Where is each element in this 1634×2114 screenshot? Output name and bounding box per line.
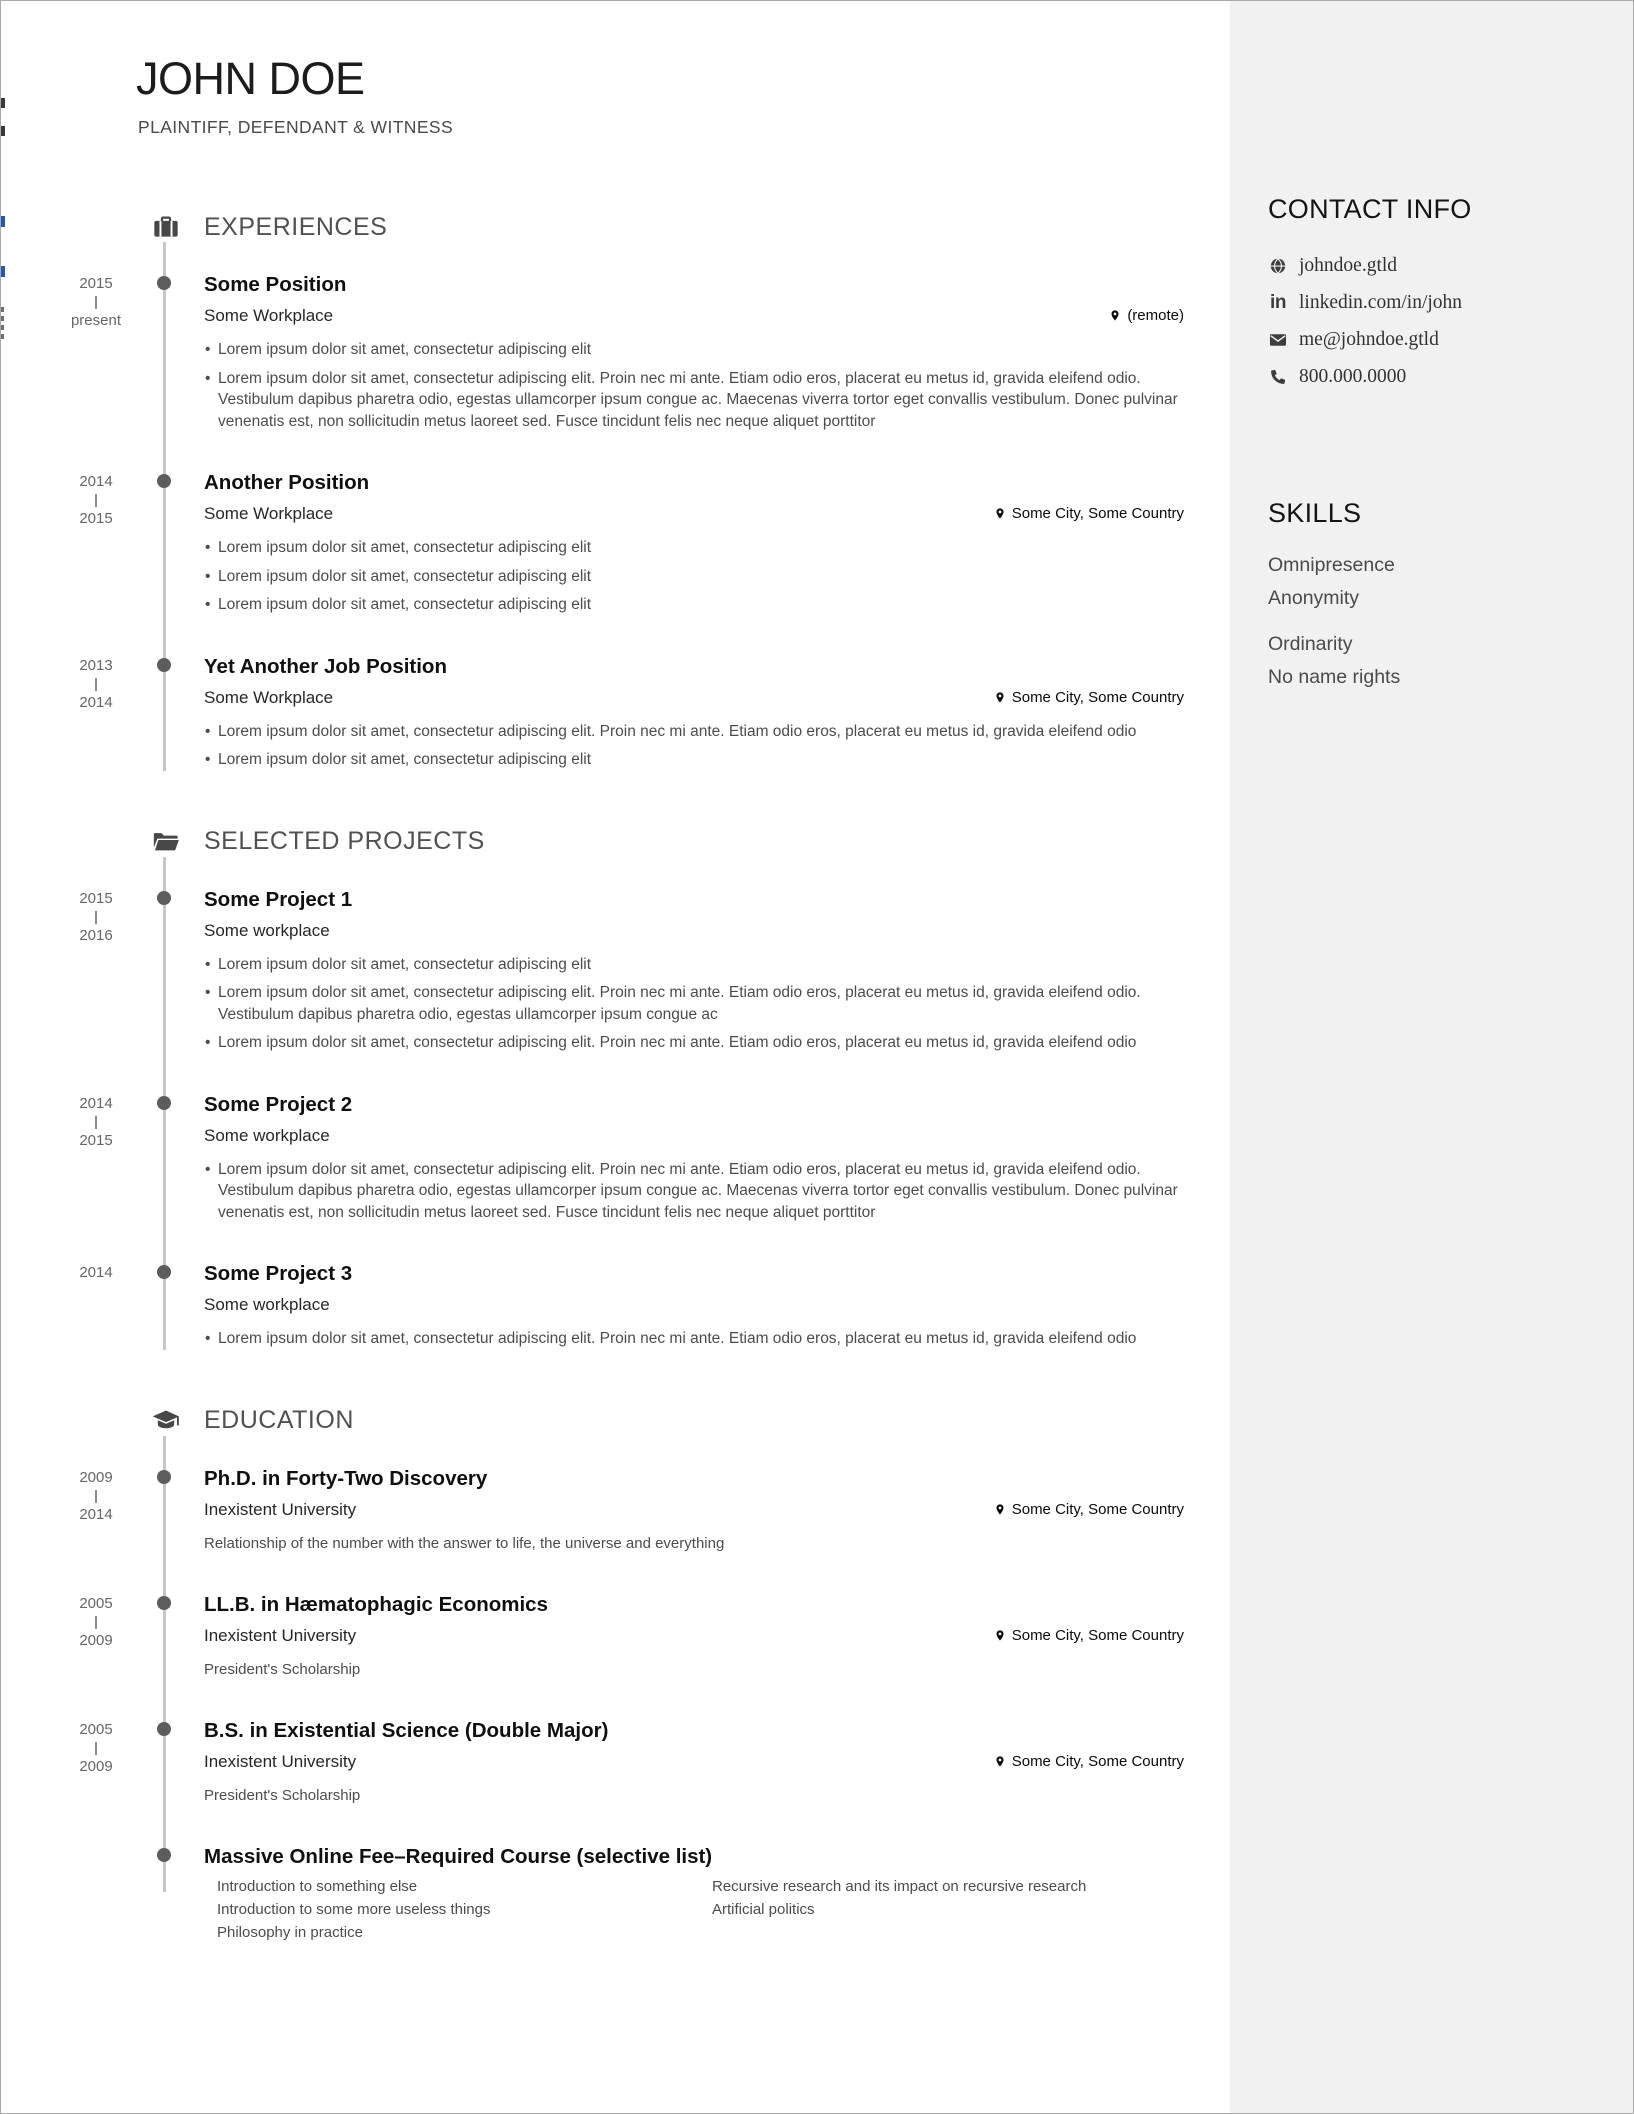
timeline-dot: [157, 1596, 171, 1610]
entry-location: [1109, 304, 1184, 327]
section-title: EXPERIENCES: [204, 212, 388, 241]
entry-date-end: 2015: [79, 510, 113, 528]
entry-bullet: • Lorem ipsum dolor sit amet, consectetur adipiscing elit. Proin nec mi ante. Etiam odio eros, placerat eu metus id, gravida eleifend odio. Vestibulum dapibus pharetra odio, egestas ullamcorper ipsum congue ac. Maecenas viverra tortor eget convallis vestibulum. Donec pulvinar venenatis est, non sollicitudin metus laoreet sed. Fusce tincidunt felis nec neque aliquet porttitor: [204, 368, 1184, 433]
entry-organization: Some workplace: [204, 920, 330, 940]
course-item: Artificial politics: [712, 1900, 815, 1918]
entry-dates: [64, 1263, 128, 1283]
entry-bullet: • Lorem ipsum dolor sit amet, consectetur adipiscing elit: [204, 339, 1184, 361]
entry-organization: Some workplace: [204, 1295, 330, 1315]
entry-organization: Inexistent University: [204, 1625, 357, 1645]
entry-organization: Some Workplace: [204, 504, 334, 524]
entry-date-end: 2009: [79, 1757, 113, 1775]
timeline-entry: [1, 654, 1184, 771]
entry-dates: [64, 1094, 128, 1151]
map-pin-icon: [994, 506, 1006, 521]
contact-list: [1268, 247, 1599, 395]
map-pin-icon: [994, 1628, 1006, 1643]
map-pin-icon: [994, 690, 1006, 705]
entry-location-text: Some City, Some Country: [1011, 1500, 1184, 1518]
date-range-separator: [95, 494, 97, 507]
date-range-separator: [95, 296, 97, 309]
entry-bullet: • Lorem ipsum dolor sit amet, consectetur adipiscing elit. Proin nec mi ante. Etiam odio eros, placerat eu metus id, gravida eleifend odio: [204, 721, 1184, 743]
date-range-separator: [95, 1616, 97, 1629]
entry-title: B.S. in Existential Science (Double Major): [204, 1718, 609, 1742]
entry-subline: [204, 502, 1184, 525]
entry-title: Another Position: [204, 471, 370, 495]
entry-bullet: • Lorem ipsum dolor sit amet, consectetur adipiscing elit. Proin nec mi ante. Etiam odio eros, placerat eu metus id, gravida eleifend odio. Vestibulum dapibus pharetra odio, egestas ullamcorper ipsum congue ac. Maecenas viverra tortor eget convallis vestibulum. Donec pulvinar venenatis est, non sollicitudin metus laoreet sed. Fusce tincidunt felis nec neque aliquet porttitor: [204, 1159, 1184, 1224]
globe-icon: [1268, 257, 1288, 275]
entry-date-start: 2005: [79, 1594, 113, 1612]
timeline-dot: [157, 1722, 171, 1736]
entry-dates: [64, 889, 128, 946]
course-item: Introduction to something else: [217, 1877, 418, 1895]
entry-subline: [204, 919, 1184, 942]
section-entries: [1, 1466, 1230, 1944]
entry-title: LL.B. in Hæmatophagic Economics: [204, 1592, 548, 1616]
entry-organization: Some workplace: [204, 1125, 330, 1145]
entry-bullet: • Lorem ipsum dolor sit amet, consectetur adipiscing elit: [204, 954, 1184, 976]
entry-date-end: present: [70, 312, 122, 330]
date-range-separator: [95, 1490, 97, 1503]
entry-date-start: 2005: [79, 1720, 113, 1738]
section-entries: [1, 887, 1230, 1350]
entry-bullet-list: [204, 1159, 1184, 1224]
entry-dates: [64, 274, 128, 331]
skill-group: [1268, 628, 1599, 694]
contact-item-text[interactable]: 800.000.0000: [1299, 365, 1407, 387]
date-range-separator: [95, 1116, 97, 1129]
entry-organization: Inexistent University: [204, 1751, 357, 1771]
timeline-dot: [157, 1265, 171, 1279]
map-pin-icon: [1109, 308, 1121, 323]
entry-subline: [204, 1498, 1184, 1521]
entry-date-end: 2009: [79, 1631, 113, 1649]
section-experiences: [1, 156, 1230, 771]
section-projects: [1, 771, 1230, 1350]
skill-item: No name rights: [1268, 666, 1401, 688]
entry-date-end: 2014: [79, 1505, 113, 1523]
skill-item: Ordinarity: [1268, 633, 1353, 655]
timeline-entry: [1, 1718, 1184, 1806]
contact-item: [1268, 358, 1599, 395]
entry-title: Yet Another Job Position: [204, 654, 447, 678]
entry-location: [994, 686, 1184, 709]
timeline-dot: [157, 891, 171, 905]
course-item: Recursive research and its impact on recursive research: [712, 1877, 1087, 1895]
entry-date-end: 2016: [79, 926, 113, 944]
course-columns: [204, 1875, 1184, 1944]
entry-dates: [64, 656, 128, 713]
entry-date-start: 2014: [79, 1264, 113, 1282]
date-range-separator: [95, 678, 97, 691]
entry-date-start: 2009: [79, 1468, 113, 1486]
timeline-dot: [157, 1848, 171, 1862]
map-pin-icon: [994, 1502, 1006, 1517]
entry-location: [994, 1624, 1184, 1647]
contact-item-text[interactable]: me@johndoe.gtld: [1299, 328, 1439, 350]
linkedin-icon: in: [1270, 291, 1286, 313]
entry-date-end: 2015: [79, 1131, 113, 1149]
entry-bullet-list: [204, 339, 1184, 432]
entry-detail: President's Scholarship: [204, 1786, 361, 1804]
entry-dates: [64, 1720, 128, 1777]
entry-date-start: 2014: [79, 473, 113, 491]
phone-icon: [1268, 368, 1288, 386]
timeline-entry: [1, 272, 1184, 432]
briefcase-icon: [152, 213, 182, 241]
map-pin-icon: [994, 1754, 1006, 1769]
skill-group: [1268, 549, 1599, 615]
course-item: Introduction to some more useless things: [217, 1900, 491, 1918]
contact-item-text[interactable]: johndoe.gtld: [1299, 254, 1398, 276]
entry-detail: Relationship of the number with the answer to life, the universe and everything: [204, 1534, 725, 1552]
contact-item: [1268, 321, 1599, 358]
section-header-education: [1, 1406, 1230, 1436]
contact-info-section: [1268, 193, 1599, 395]
entry-location: [994, 1498, 1184, 1521]
entry-bullet: • Lorem ipsum dolor sit amet, consectetur adipiscing elit. Proin nec mi ante. Etiam odio eros, placerat eu metus id, gravida eleifend odio: [204, 1328, 1184, 1350]
entry-bullet-list: [204, 537, 1184, 616]
entry-location-text: (remote): [1127, 307, 1184, 325]
section-entries: [1, 272, 1230, 771]
entry-title: Ph.D. in Forty-Two Discovery: [204, 1466, 488, 1490]
person-tagline: PLAINTIFF, DEFENDANT & WITNESS: [138, 117, 454, 138]
entry-bullet: • Lorem ipsum dolor sit amet, consectetur adipiscing elit: [204, 594, 1184, 616]
timeline-dot: [157, 474, 171, 488]
entry-bullet: • Lorem ipsum dolor sit amet, consectetur adipiscing elit: [204, 537, 1184, 559]
graduation-cap-icon: [152, 1407, 182, 1435]
entry-bullet: • Lorem ipsum dolor sit amet, consectetur adipiscing elit: [204, 566, 1184, 588]
entry-subline: [204, 686, 1184, 709]
timeline-entry: [1, 1592, 1184, 1680]
entry-title: Some Project 2: [204, 1092, 353, 1116]
contact-item: [1268, 284, 1599, 321]
course-column-right: [712, 1875, 1086, 1944]
skills-section: [1268, 497, 1599, 694]
entry-title: Some Project 1: [204, 887, 353, 911]
section-title: EDUCATION: [204, 1406, 354, 1435]
envelope-icon: [1268, 331, 1288, 349]
entry-bullet: • Lorem ipsum dolor sit amet, consectetur adipiscing elit. Proin nec mi ante. Etiam odio eros, placerat eu metus id, gravida eleifend odio. Vestibulum dapibus pharetra odio, egestas ullamcorper ipsum congue ac: [204, 982, 1184, 1025]
entry-organization: Some Workplace: [204, 687, 334, 707]
entry-dates: [64, 472, 128, 529]
timeline-entry: [1, 1092, 1184, 1224]
contact-info-title: CONTACT INFO: [1268, 194, 1472, 224]
timeline-dot: [157, 276, 171, 290]
date-range-separator: [95, 911, 97, 924]
entry-organization: Inexistent University: [204, 1499, 357, 1519]
entry-bullet-list: [204, 1328, 1184, 1350]
section-header-projects: [1, 827, 1230, 857]
timeline-entry: [1, 1466, 1184, 1554]
entry-bullet: • Lorem ipsum dolor sit amet, consectetur adipiscing elit. Proin nec mi ante. Etiam odio eros, placerat eu metus id, gravida eleifend odio: [204, 1032, 1184, 1054]
resume-main-column: [1, 1, 1230, 2113]
timeline-entry: [1, 887, 1184, 1054]
timeline-entry: [1, 1261, 1184, 1350]
entry-subline: [204, 304, 1184, 327]
timeline-dot: [157, 1096, 171, 1110]
timeline-entry: [1, 470, 1184, 616]
skill-item: Anonymity: [1268, 587, 1360, 609]
timeline-dot: [157, 658, 171, 672]
entry-dates: [64, 1468, 128, 1525]
linkedin-icon: [1268, 291, 1288, 313]
entry-date-start: 2015: [79, 889, 113, 907]
timeline-sections: [1, 156, 1230, 1944]
section-education: [1, 1350, 1230, 1944]
entry-date-start: 2014: [79, 1094, 113, 1112]
course-column-left: [217, 1875, 712, 1944]
entry-date-end: 2014: [79, 693, 113, 711]
entry-subline: [204, 1750, 1184, 1773]
entry-date-start: 2015: [79, 275, 113, 293]
person-name: JOHN DOE: [136, 53, 365, 104]
entry-dates: [64, 1594, 128, 1651]
entry-subline: [204, 1624, 1184, 1647]
entry-location-text: Some City, Some Country: [1011, 505, 1184, 523]
skill-item: Omnipresence: [1268, 554, 1395, 576]
entry-organization: Some Workplace: [204, 306, 334, 326]
entry-subline: [204, 1124, 1184, 1147]
entry-subline: [204, 1293, 1184, 1316]
course-item: Philosophy in practice: [217, 1923, 363, 1941]
entry-title: Some Project 3: [204, 1262, 353, 1286]
entry-location: [994, 502, 1184, 525]
date-range-separator: [95, 1742, 97, 1755]
folder-icon: [152, 828, 182, 856]
entry-location-text: Some City, Some Country: [1011, 688, 1184, 706]
entry-date-start: 2013: [79, 656, 113, 674]
entry-location-text: Some City, Some Country: [1011, 1626, 1184, 1644]
resume-sidebar: [1230, 1, 1633, 2113]
section-header-experiences: [1, 212, 1230, 242]
entry-bullet-list: [204, 954, 1184, 1054]
entry-detail: President's Scholarship: [204, 1660, 361, 1678]
entry-location: [994, 1750, 1184, 1773]
contact-item: [1268, 247, 1599, 284]
entry-bullet: • Lorem ipsum dolor sit amet, consectetur adipiscing elit: [204, 749, 1184, 771]
entry-title: Some Position: [204, 273, 347, 297]
skills-title: SKILLS: [1268, 498, 1362, 528]
entry-location-text: Some City, Some Country: [1011, 1752, 1184, 1770]
timeline-dot: [157, 1470, 171, 1484]
section-title: SELECTED PROJECTS: [204, 827, 485, 856]
skills-list: [1268, 549, 1599, 694]
timeline-entry: [1, 1844, 1184, 1944]
entry-title: Massive Online Fee–Required Course (selective list): [204, 1844, 713, 1868]
contact-item-text[interactable]: linkedin.com/in/john: [1299, 291, 1463, 313]
entry-bullet-list: [204, 721, 1184, 771]
